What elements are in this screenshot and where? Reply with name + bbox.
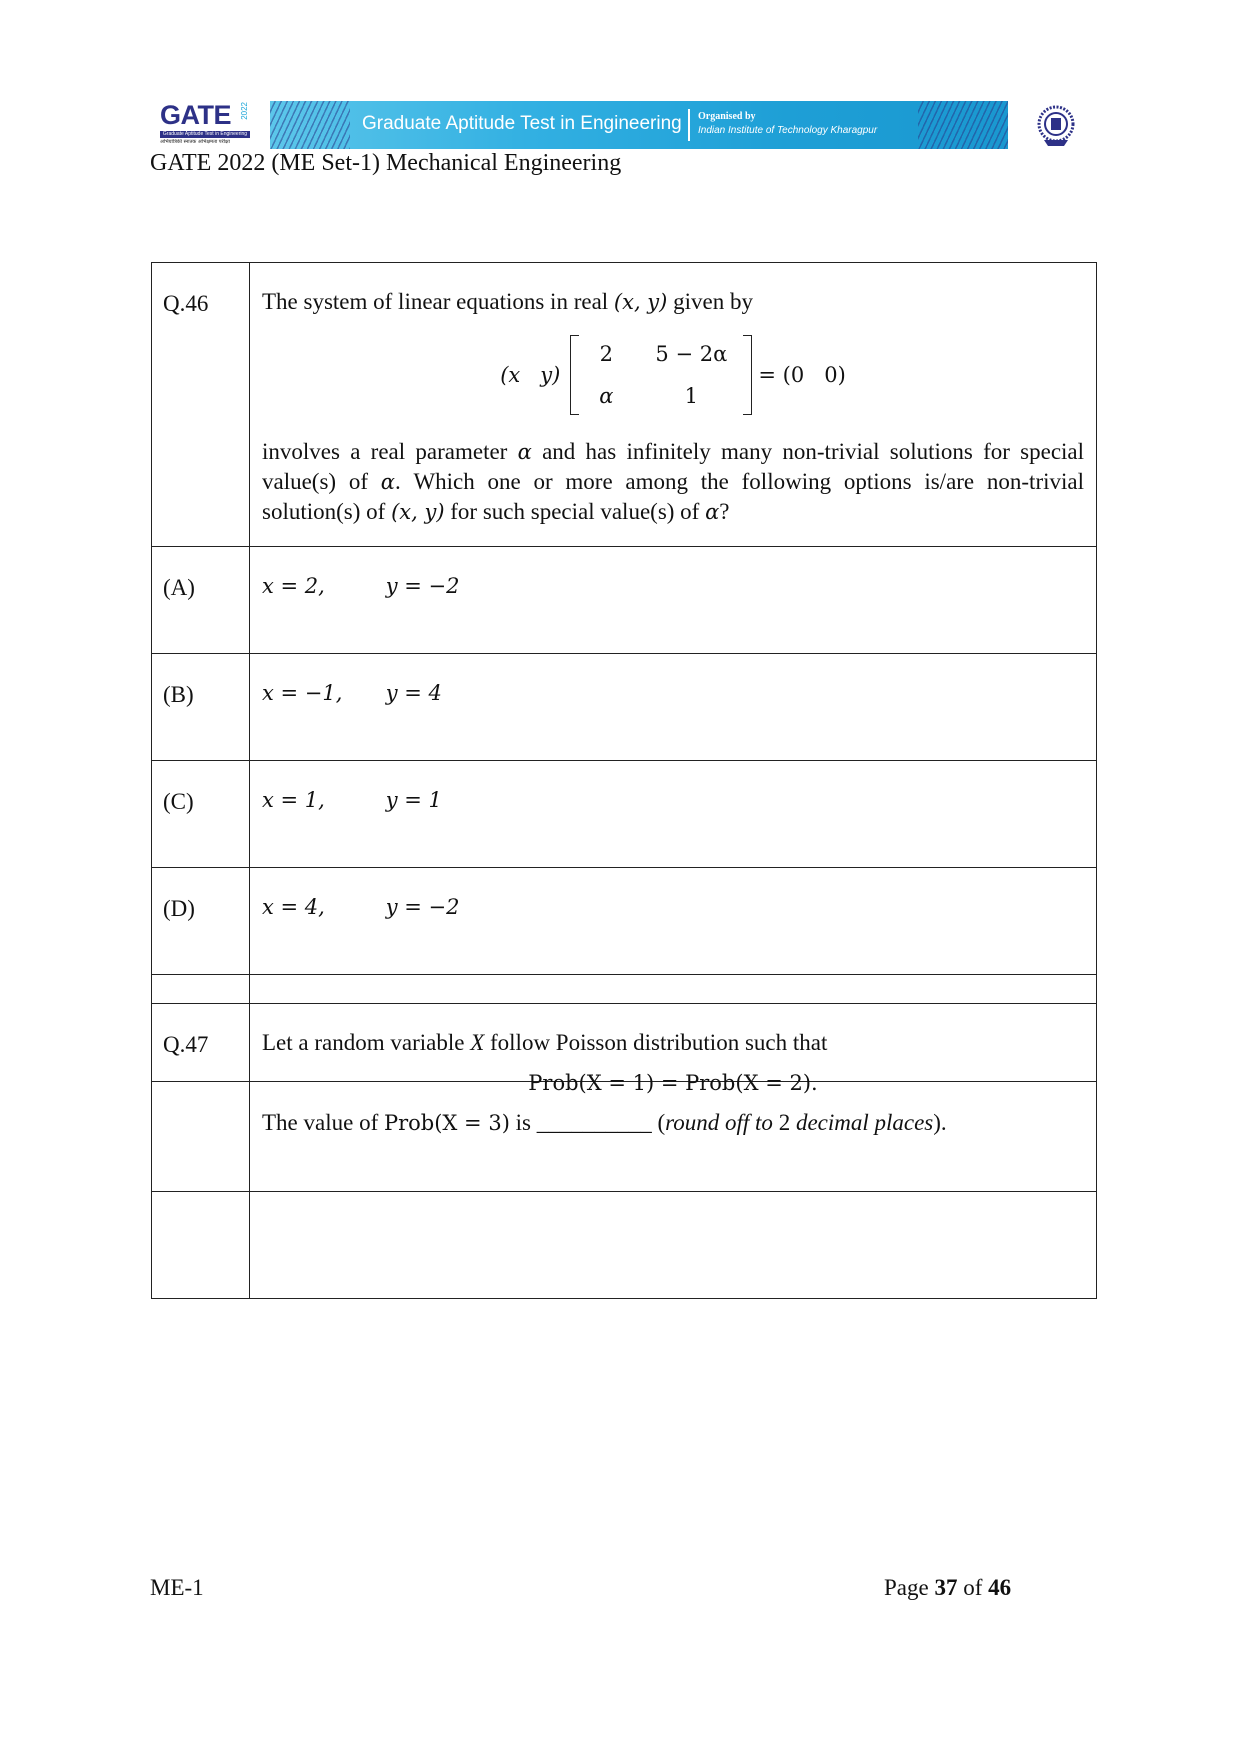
question-46-stem (250, 263, 1097, 547)
page-prefix: Page (884, 1575, 929, 1600)
option-row (152, 868, 1097, 975)
option-x: x = 1, (262, 788, 325, 812)
round-digits: 2 (778, 1110, 791, 1135)
footer-page-number (884, 1575, 1011, 1601)
header-banner (270, 101, 1008, 149)
matrix-cell: 2 (599, 342, 614, 366)
q47-text: follow Poisson distribution such that (490, 1030, 828, 1055)
empty-cell (152, 1192, 250, 1299)
option-y: y = 4 (385, 681, 442, 705)
option-label: (D) (152, 868, 250, 975)
banner-stripes-left (270, 101, 350, 149)
gate-logo-year: 2022 (240, 102, 249, 120)
round-instruction: round off to (665, 1110, 773, 1135)
option-y: y = −2 (385, 574, 460, 598)
question-47-stem (250, 1004, 1097, 1192)
footer-paper-code: ME-1 (150, 1575, 204, 1600)
iit-kgp-emblem-icon (1036, 104, 1076, 148)
option-x: x = 4, (262, 895, 325, 919)
q46-matrix-equation (262, 333, 1084, 417)
empty-row (152, 1192, 1097, 1299)
q47-text: ). (933, 1110, 947, 1135)
gate-logo-tagline: Graduate Aptitude Test in Engineering (160, 131, 250, 138)
q47-expression: Prob(X = 3) (383, 1111, 510, 1135)
alpha-symbol: α (705, 500, 720, 524)
banner-organised-by: Organised by (698, 111, 756, 122)
q47-equation-line (262, 1070, 1084, 1096)
option-y: y = 1 (385, 788, 442, 812)
alpha-symbol: α (517, 440, 532, 464)
xy-pair: (x, y) (391, 500, 445, 524)
round-instruction: decimal places (795, 1110, 934, 1135)
random-variable: X (470, 1030, 485, 1055)
gate-logo-text: GATE (160, 100, 231, 130)
option-x: x = 2, (262, 574, 325, 598)
question-47-table (151, 1003, 1097, 1299)
question-46-table (151, 262, 1097, 1082)
alpha-symbol: α (380, 470, 395, 494)
answer-blank: __________ (536, 1110, 652, 1135)
q46-text: . Which one or more among the following options is/are non-trivial solution(s) of (262, 469, 1084, 524)
option-body (250, 761, 1097, 868)
gate-logo (160, 100, 252, 150)
q46-intro-end: given by (673, 289, 753, 314)
q46-intro: The system of linear equations in real (262, 289, 609, 314)
option-y: y = −2 (385, 895, 460, 919)
rhs-vector: = (0 0) (758, 363, 846, 387)
q46-intro-pair: (x, y) (613, 290, 668, 314)
option-label: (C) (152, 761, 250, 868)
q47-text: is (515, 1110, 531, 1135)
option-row (152, 654, 1097, 761)
matrix-cell: 5 − 2α (655, 342, 728, 366)
q47-equation: Prob(X = 1) = Prob(X = 2). (528, 1071, 818, 1095)
option-label: (A) (152, 547, 250, 654)
banner-organiser: Indian Institute of Technology Kharagpur (698, 125, 878, 136)
page-subtitle: GATE 2022 (ME Set-1) Mechanical Engineering (150, 150, 622, 176)
page-total: 46 (988, 1575, 1012, 1600)
q46-text: involves a real parameter (262, 439, 508, 464)
q46-text: and has infinitely many non-trivial solutions for special value(s) of (262, 439, 1085, 494)
empty-cell (250, 1192, 1097, 1299)
coefficient-matrix (570, 333, 752, 417)
option-row (152, 547, 1097, 654)
option-x: x = −1, (262, 681, 343, 705)
option-label: (B) (152, 654, 250, 761)
option-body (250, 654, 1097, 761)
gate-logo-hindi: अभियांत्रिकी स्नातक अभिक्षमता परीक्षा (160, 139, 230, 145)
option-body (250, 868, 1097, 975)
banner-stripes-right (918, 101, 1008, 149)
matrix-cell: α (599, 384, 614, 408)
option-body (250, 547, 1097, 654)
q46-text: for such special value(s) of (450, 499, 700, 524)
matrix-cell: 1 (684, 384, 699, 408)
page-of: of (963, 1575, 983, 1600)
q46-paragraph (262, 437, 1084, 527)
q47-text: Let a random variable (262, 1030, 465, 1055)
q47-text: The value of (262, 1110, 379, 1135)
question-number: Q.47 (152, 1004, 250, 1192)
q46-text: ? (719, 499, 730, 524)
page-current: 37 (934, 1575, 958, 1600)
option-row (152, 761, 1097, 868)
banner-separator (688, 109, 690, 141)
row-vector: (x y) (500, 363, 561, 387)
question-number: Q.46 (152, 263, 250, 547)
banner-title: Graduate Aptitude Test in Engineering (362, 113, 682, 134)
q47-text: ( (657, 1110, 666, 1135)
